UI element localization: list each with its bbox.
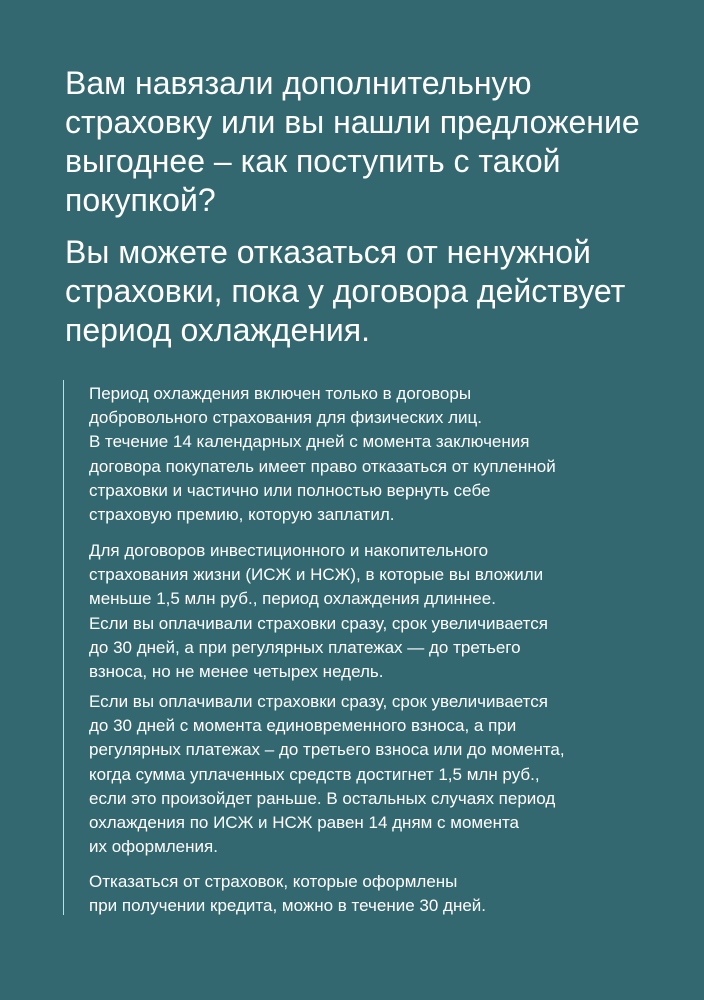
paragraph-credit-insurance: Отказаться от страховок, которые оформлены при получении кредита, можно в течение 30 дней. xyxy=(89,872,487,916)
paragraph-payment-terms: Если вы оплачивали страховки сразу, срок увеличивается до 30 дней с момента единовременного взноса, а при регулярных платежах – до третьего взноса или до момента, когда сумма уплаченных средств достигнет 1,5 млн руб., если это произойдет раньше. В остальных случаях период охлаждения по ИСЖ и НСЖ равен 14 дням с момента их оформления. xyxy=(89,692,565,857)
paragraph-investment-insurance: Для договоров инвестиционного и накопительного страхования жизни (ИСЖ и НСЖ), в которые вы вложили меньше 1,5 млн руб., период охлаждения длиннее. Если вы оплачивали страховки сразу, срок увеличивается до 30 дней, а при регулярных платежах — до третьего взноса, но не менее четырех недель. xyxy=(89,541,548,682)
answer-heading: Вы можете отказаться от ненужной страховки, пока у договора действует период охлаждения. xyxy=(65,234,626,348)
paragraph-cooling-period: Период охлаждения включен только в договоры добровольного страхования для физических лиц. В течение 14 календарных дней с момента заключения договора покупатель имеет право отказаться от купленной страховки и частично или полностью вернуть себе страховую премию, которую заплатил. xyxy=(89,384,556,525)
info-block xyxy=(63,380,664,915)
question-heading: Вам навязали дополнительную страховку или вы нашли предложение выгоднее – как поступить с такой покупкой? xyxy=(65,65,640,218)
